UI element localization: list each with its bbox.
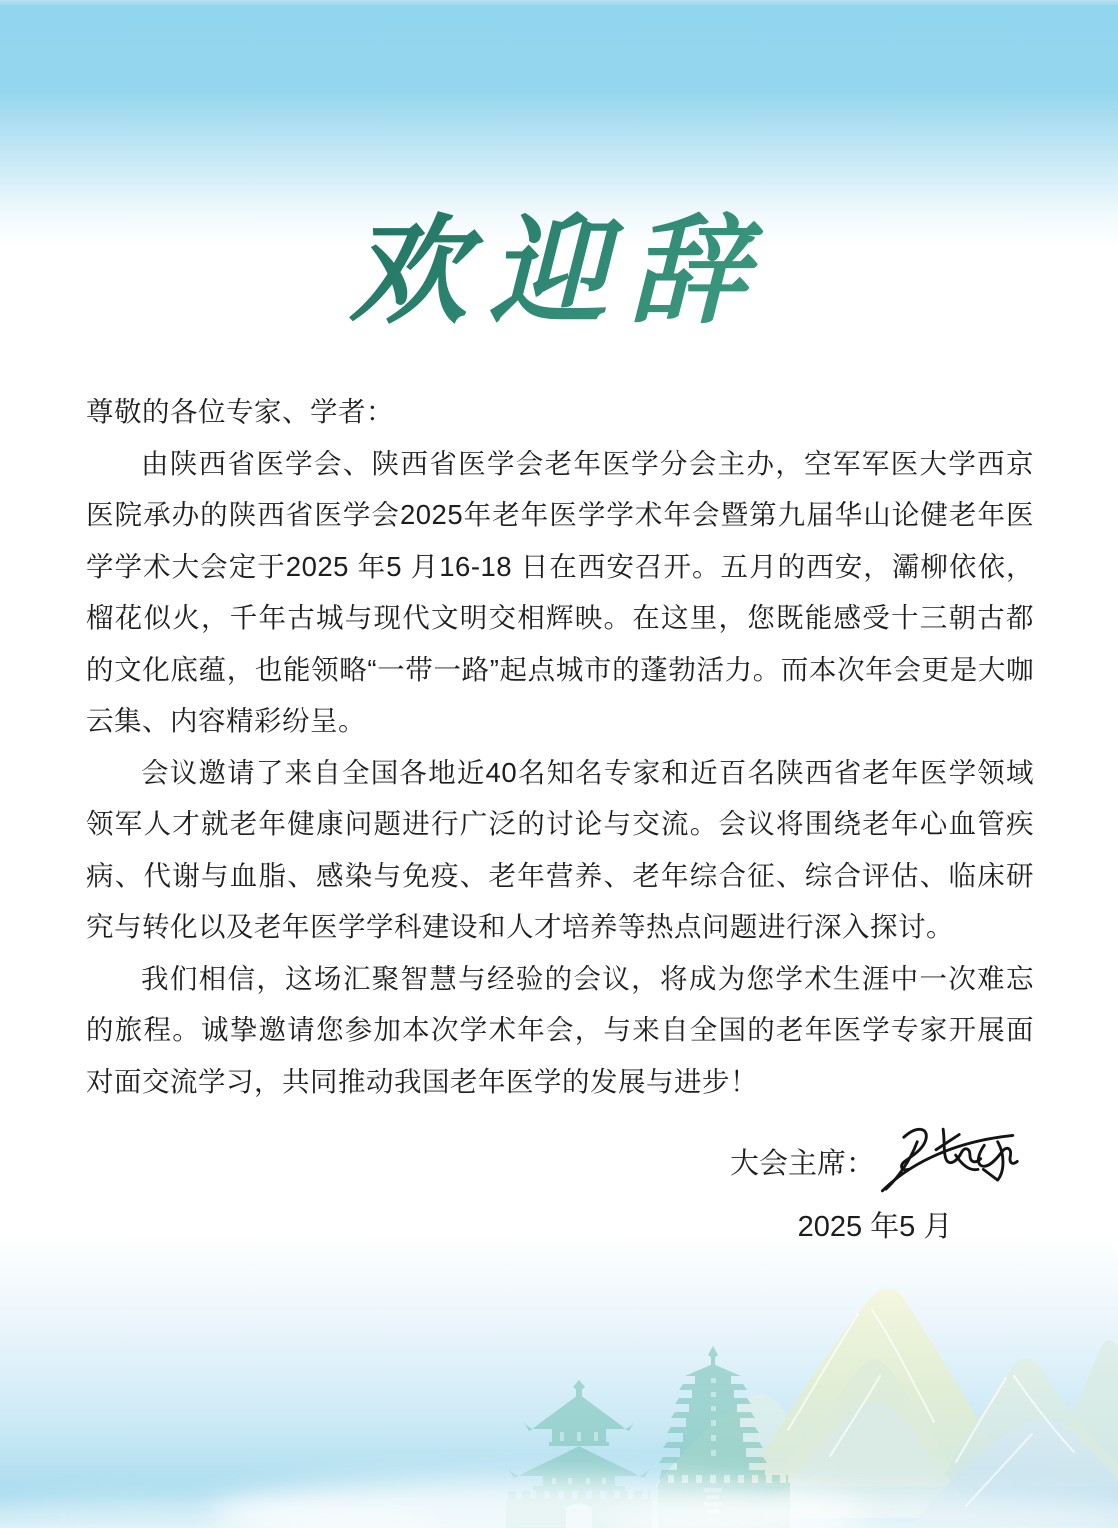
letter-body xyxy=(86,386,1034,1107)
letter-paragraph-3: 我们相信，这场汇聚智慧与经验的会议，将成为您学术生涯中一次难忘的旅程。诚挚邀请您参加本次学术年会，与来自全国的老年医学专家开展面对面交流学习，共同推动我国老年医学的发展与进步！ xyxy=(86,962,1034,1097)
chairman-label: 大会主席： xyxy=(730,1148,876,1180)
letter-paragraph-1: 由陕西省医学会、陕西省医学会老年医学分会主办，空军军医大学西京医院承办的陕西省医学会2025年老年医学学术年会暨第九届华山论健老年医学学术大会定于2025 年5 月16-18 日在西安召开。五月的西安，灞柳依依，榴花似火，千年古城与现代文明交相辉映。在这里，您既能感受十三朝古都的文化底蕴，也能领略“一带一路”起点城市的蓬勃活力。而本次年会更是大咖云集、内容精彩纷呈。 xyxy=(86,447,1034,736)
letter-date: 2025 年5 月 xyxy=(797,1211,953,1243)
letter-greeting: 尊敬的各位专家、学者： xyxy=(86,396,394,427)
letter-paragraph-2: 会议邀请了来自全国各地近40名知名专家和近百名陕西省老年医学领域领军人才就老年健康问题进行广泛的讨论与交流。会议将围绕老年心血管疾病、代谢与血脂、感染与免疫、老年营养、老年综合征、综合评估、临床研究与转化以及老年医学学科建设和人才培养等热点问题进行深入探讨。 xyxy=(86,756,1034,942)
page-title: 欢迎辞 xyxy=(0,186,1118,356)
bottom-decoration xyxy=(0,1218,1118,1528)
chairman-signature xyxy=(877,1112,1020,1200)
